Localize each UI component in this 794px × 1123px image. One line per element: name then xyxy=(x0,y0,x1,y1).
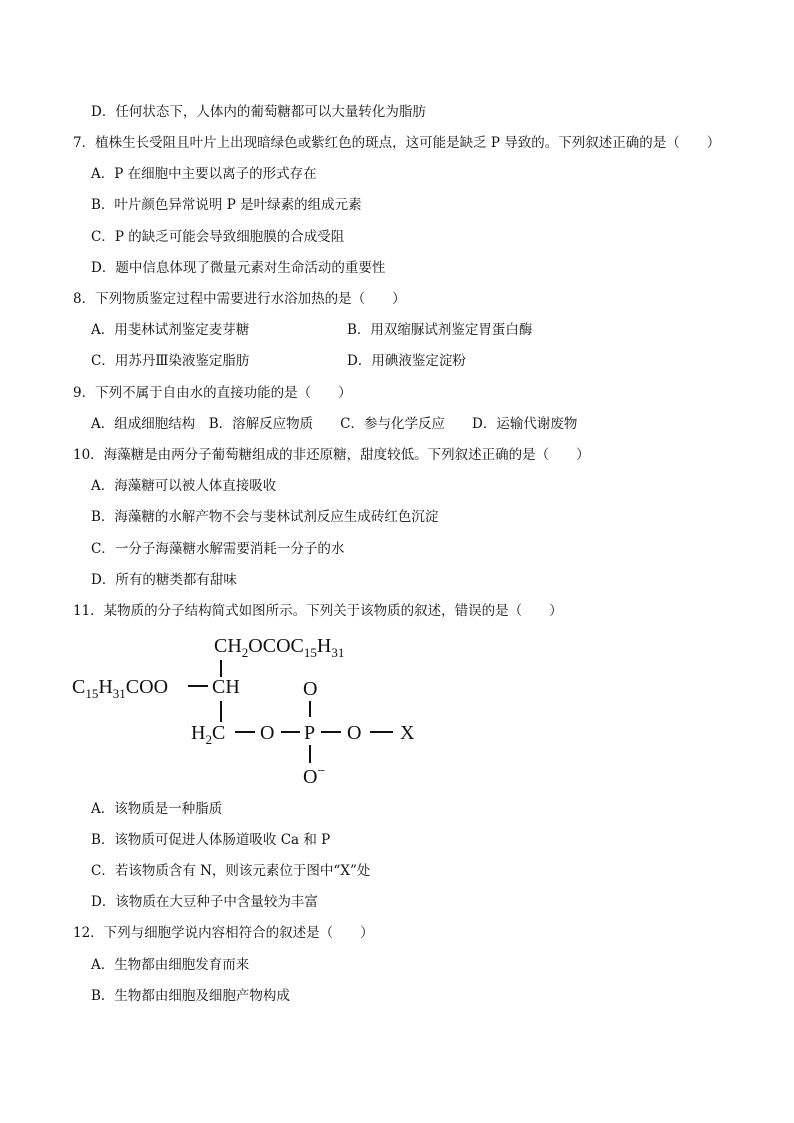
q11-option-c: C．若该物质含有 N，则该元素位于图中“X”处 xyxy=(91,863,371,879)
q7-option-d: D．题中信息体现了微量元素对生命活动的重要性 xyxy=(91,260,386,276)
q9-stem: 9．下列不属于自由水的直接功能的是（ ） xyxy=(73,385,352,401)
q11-option-b: B．该物质可促进人体肠道吸收 Ca 和 P xyxy=(91,832,331,848)
structure-oxygen-right: O xyxy=(347,722,362,744)
structure-x-group: X xyxy=(400,722,415,744)
q11-stem: 11．某物质的分子结构简式如图所示。下列关于该物质的叙述，错误的是（ ） xyxy=(73,603,563,619)
q8-option-a: A．用斐林试剂鉴定麦芽糖 xyxy=(91,322,250,338)
q12-stem: 12．下列与细胞学说内容相符合的叙述是（ ） xyxy=(73,925,374,941)
structure-oxygen-anion: O− xyxy=(303,764,326,788)
q7-option-c: C．P 的缺乏可能会导致细胞膜的合成受阻 xyxy=(91,229,345,245)
structure-middle-carbon: CH xyxy=(212,676,240,698)
structure-oxygen-left: O xyxy=(260,722,275,744)
q10-option-b: B．海藻糖的水解产物不会与斐林试剂反应生成砖红色沉淀 xyxy=(91,509,439,525)
structure-left-group: $C_{15}H_{31}COO$ xyxy=(72,676,169,701)
q11-option-d: D．该物质在大豆种子中含量较为丰富 xyxy=(91,894,318,910)
q8-option-d: D．用碘液鉴定淀粉 xyxy=(347,353,466,369)
q12-option-b: B．生物都由细胞及细胞产物构成 xyxy=(91,988,290,1004)
q8-stem: 8．下列物质鉴定过程中需要进行水浴加热的是（ ） xyxy=(73,291,406,307)
q10-option-a: A．海藻糖可以被人体直接吸收 xyxy=(91,478,277,494)
structure-bottom-carbon: $H_2C$ xyxy=(191,722,226,747)
q8-option-c: C．用苏丹Ⅲ染液鉴定脂肪 xyxy=(91,353,250,369)
q10-option-c: C．一分子海藻糖水解需要消耗一分子的水 xyxy=(91,541,345,557)
structure-oxygen-double: O xyxy=(303,678,318,700)
q10-stem: 10．海藻糖是由两分子葡萄糖组成的非还原糖，甜度较低。下列叙述正确的是（ ） xyxy=(73,447,590,463)
q6-option-d: D．任何状态下，人体内的葡萄糖都可以大量转化为脂肪 xyxy=(91,104,426,120)
q12-option-a: A．生物都由细胞发育而来 xyxy=(91,957,250,973)
phospholipid-structure-diagram xyxy=(60,625,460,795)
q8-option-b: B．用双缩脲试剂鉴定胃蛋白酶 xyxy=(347,322,533,338)
q7-option-a: A．P 在细胞中主要以离子的形式存在 xyxy=(91,166,317,182)
structure-top-group: $CH_2OCOC_{15}H_{31}$ xyxy=(214,635,345,660)
q11-option-a: A．该物质是一种脂质 xyxy=(91,801,223,817)
q9-options: A．组成细胞结构 B．溶解反应物质 C．参与化学反应 D．运输代谢废物 xyxy=(91,416,578,432)
structure-phosphorus: P xyxy=(304,722,316,744)
q10-option-d: D．所有的糖类都有甜味 xyxy=(91,572,237,588)
q7-stem: 7．植株生长受阻且叶片上出现暗绿色或紫红色的斑点，这可能是缺乏 P 导致的。下列叙述正确的是（ ） xyxy=(73,135,721,151)
q7-option-b: B．叶片颜色异常说明 P 是叶绿素的组成元素 xyxy=(91,197,362,213)
